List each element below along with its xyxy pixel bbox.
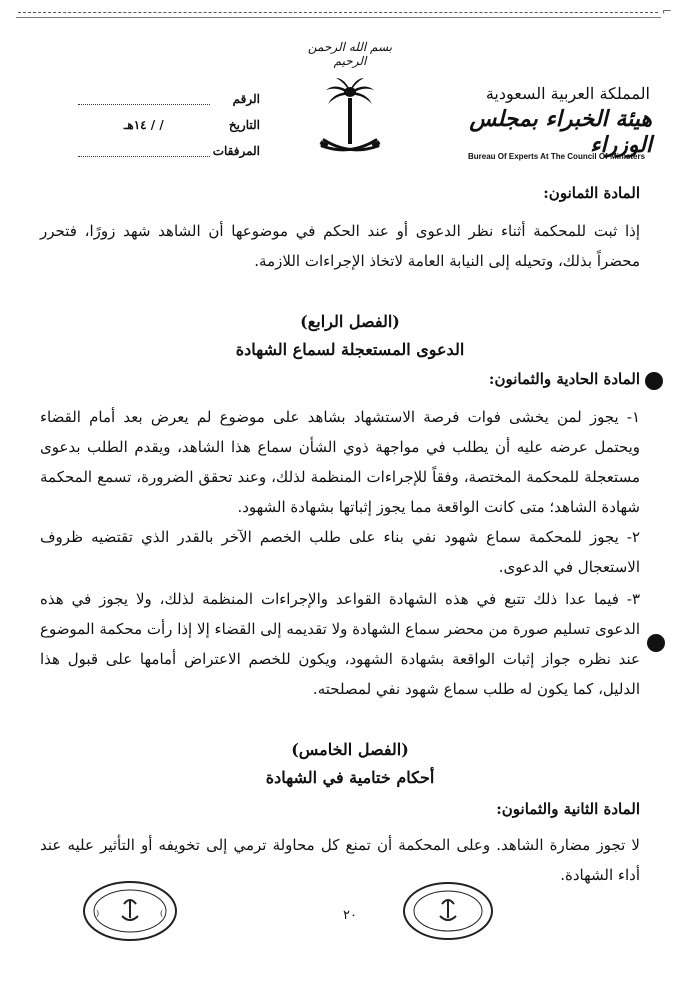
article-82-text: لا تجوز مضارة الشاهد. وعلى المحكمة أن تمنع كل محاولة ترمي إلى تخويفه أو التأثير عليه عند أداء الشهادة. (40, 836, 640, 884)
date-value: / / ١٤هـ (123, 118, 164, 132)
kingdom-name: المملكة العربية السعودية (485, 84, 650, 103)
bullet-mark (645, 372, 663, 390)
svg-text:(: ( (160, 909, 164, 918)
article-80-title: المادة الثمانون: (543, 184, 640, 202)
left-stamp-icon (82, 880, 178, 942)
saudi-emblem-icon (318, 76, 382, 164)
article-81-title: المادة الحادية والثمانون: (488, 370, 640, 388)
chapter-4-title: (الفصل الرابع) (300, 312, 400, 331)
bullet-mark (647, 634, 665, 652)
page-number: ٢٠ (343, 908, 357, 923)
article-81-item: ٢- يجوز للمحكمة سماع شهود نفي بناء على طلب الخصم الآخر بالقدر الذي تقتضيه ظروف الاستعجال في الدعوى. (40, 528, 640, 576)
date-row (60, 118, 260, 132)
article-81-item: ٣- فيما عدا ذلك تتبع في هذه الشهادة القواعد والإجراءات المنظمة لذلك، ولا يجوز في هذه الدعوى تسليم صورة من محضر سماع الشهادة ولا تقديمه إلى القضاء إلا إذا رأت محكمة الموضوع عند نظره جواز إثبات الواقعة بشهادة الشهود، ويكون للخصم الاعتراض أمامها على قبول هذا الدليل، كما يكون له طلب سماع شهود نفي لمصلحته. (40, 590, 640, 698)
date-label: التاريخ (228, 118, 260, 132)
bureau-name-ar: هيئة الخبراء بمجلس الوزراء (469, 106, 652, 158)
corner-mark: ⌐ (662, 4, 673, 18)
ref-row (60, 92, 260, 106)
top-dashed-rule (18, 12, 658, 13)
article-81-item: ١- يجوز لمن يخشى فوات فرصة الاستشهاد بشاهد على موضوع لم يعرض بعد أمام القضاء ويحتمل عرضه عليه أن يطلب في مواجهة ذوي الشأن سماع هذا الشاهد، ويقدم الطلب بدعوى مستعجلة للمحكمة المختصة، وفقاً للإجراءات المنظمة لذلك، وعند تحقق الضرورة، تسمع المحكمة شهادة الشاهد؛ متى كانت الواقعة مما يجوز إثباتها بشهادة الشهود. (40, 408, 640, 516)
attachments-row (60, 144, 260, 158)
chapter-5-title: (الفصل الخامس) (291, 740, 409, 759)
chapter-5-subtitle: أحكام ختامية في الشهادة (265, 768, 435, 787)
ref-line (78, 94, 210, 105)
attachments-label: المرفقات (212, 144, 260, 158)
article-82-title: المادة الثانية والثمانون: (496, 800, 640, 818)
ref-label: الرقم (232, 92, 260, 106)
bureau-name-en: Bureau Of Experts At The Council Of Ministers (468, 152, 646, 161)
top-solid-rule (16, 17, 661, 18)
chapter-4-subtitle: الدعوى المستعجلة لسماع الشهادة (235, 340, 465, 359)
article-80-text: إذا ثبت للمحكمة أثناء نظر الدعوى أو عند الحكم في موضوعها أن الشاهد شهد زورًا، فتحرر محضراً بذلك، وتحيله إلى النيابة العامة لاتخاذ الإجراءات اللازمة. (40, 222, 640, 270)
svg-text:): ) (96, 909, 100, 918)
attachments-line (78, 146, 210, 157)
basmala: بسم الله الرحمن الرحيم (307, 40, 393, 68)
right-stamp-icon (400, 880, 496, 942)
